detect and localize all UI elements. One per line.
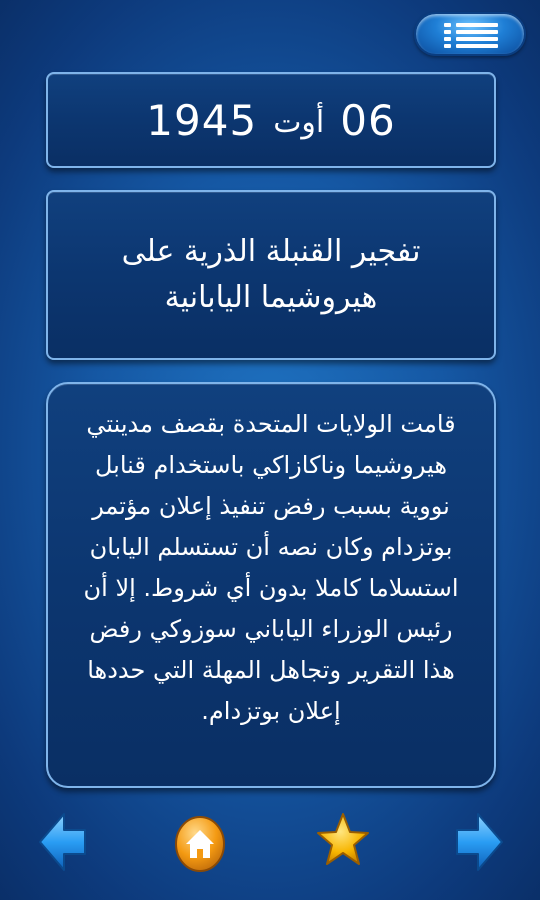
description-panel bbox=[46, 382, 496, 788]
menu-list-icon bbox=[444, 22, 500, 48]
date-panel bbox=[46, 72, 496, 168]
menu-button[interactable] bbox=[414, 12, 526, 56]
next-button[interactable] bbox=[454, 810, 504, 878]
date-day: 06 bbox=[340, 95, 396, 145]
star-icon bbox=[316, 812, 370, 868]
arrow-left-icon bbox=[38, 810, 88, 874]
arrow-right-icon bbox=[454, 810, 504, 874]
event-title: تفجير القنبلة الذرية على هيروشيما اليابانية bbox=[121, 234, 421, 315]
home-button[interactable] bbox=[174, 814, 226, 876]
home-icon bbox=[174, 814, 226, 872]
previous-button[interactable] bbox=[38, 810, 88, 878]
event-title-panel bbox=[46, 190, 496, 360]
event-description: قامت الولايات المتحدة بقصف مدينتي هيروشيما وناكازاكي باستخدام قنابل نووية بسبب رفض تنفيذ إعلان مؤتمر بوتزدام وكان نصه أن تستسلم اليابان استسلاما كاملا بدون أي شروط. إلا أن رئيس الوزراء الياباني سوزوكي رفض هذا التقرير وتجاهل المهلة التي حددها إعلان بوتزدام. bbox=[83, 410, 459, 725]
date-month: أوت bbox=[273, 104, 325, 140]
date-year: 1945 bbox=[146, 95, 258, 145]
favorite-button[interactable] bbox=[316, 812, 370, 872]
